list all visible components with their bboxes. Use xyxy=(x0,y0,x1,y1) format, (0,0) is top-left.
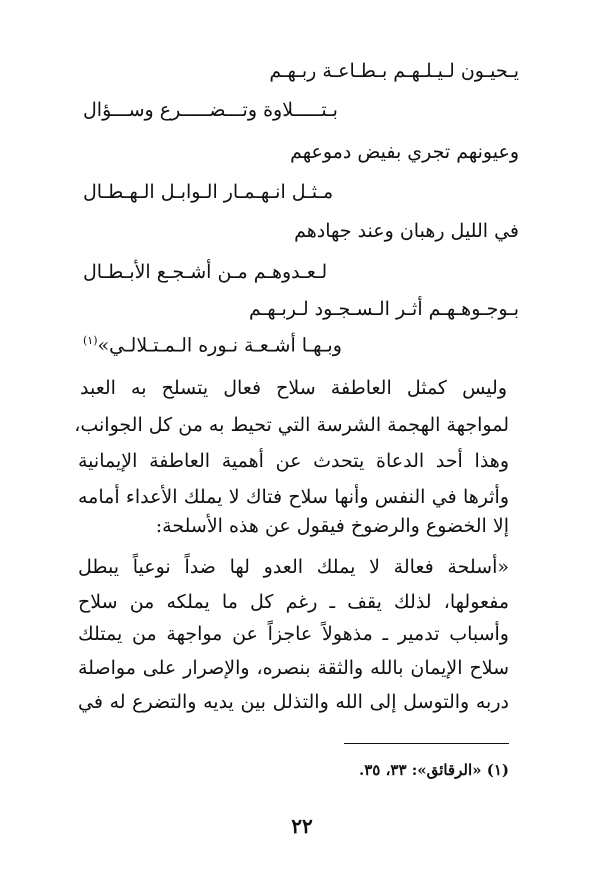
paragraph-line: لمواجهة الهجمة الشرسة التي تحيط به من كل الجوانب، xyxy=(74,414,509,436)
footnote-divider xyxy=(344,743,509,744)
poem-line: لـعـدوهـم مـن أشـجـع الأبـطـال xyxy=(83,261,328,283)
poem-line: بـوجـوهـهـم أثـر الـسـجـود لـربـهـم xyxy=(248,298,519,320)
quote-line: مفعولها، لذلك يقف ـ رغم كل ما يملكه من سلاح xyxy=(78,591,509,613)
poem-line: وبـهـا أشـعـة نـوره الـمـتـلالـي» xyxy=(97,334,342,357)
poem-line: وعيونهم تجري بفيض دموعهم xyxy=(290,141,519,163)
quote-line: سلاح الإيمان بالله والثقة بنصره، والإصرار على مواصلة xyxy=(78,657,509,679)
quote-line: «أسلحة فعالة لا يملك العدو لها ضداً نوعياً يبطل xyxy=(78,556,509,578)
poem-line: يـحيـون لـيـلـهـم بـطـاعـة ربـهـم xyxy=(269,60,519,82)
footnote-marker: (١) xyxy=(83,334,98,347)
poem-line: مـثـل انـهـمـار الـوابـل الـهـطـال xyxy=(83,181,334,203)
paragraph-line: وأثرها في النفس وأنها سلاح فتاك لا يملك الأعداء أمامه xyxy=(78,486,509,508)
poem-line: في الليل رهبان وعند جهادهم xyxy=(294,220,519,242)
paragraph-line: إلا الخضوع والرضوخ فيقول عن هذه الأسلحة: xyxy=(155,515,509,537)
quote-line: دربه والتوسل إلى الله والتذلل بين يديه والتضرع له في xyxy=(78,691,509,713)
page-number: ٢٢ xyxy=(291,814,313,838)
paragraph-line: وهذا أحد الدعاة يتحدث عن أهمية العاطفة الإيمانية xyxy=(78,450,509,472)
poem-line-with-footnote xyxy=(83,335,342,355)
poem-line: بـتـــــلاوة وتـــضـــــرع وســـؤال xyxy=(83,99,338,121)
footnote: (١) «الرقائق»: ٣٣، ٣٥. xyxy=(358,761,509,779)
quote-line: وأسباب تدمير ـ مذهولاً عاجزاً عن مواجهة من يمتلك xyxy=(78,623,509,645)
paragraph-line: وليس كمثل العاطفة سلاح فعال يتسلح به العبد xyxy=(80,377,507,399)
